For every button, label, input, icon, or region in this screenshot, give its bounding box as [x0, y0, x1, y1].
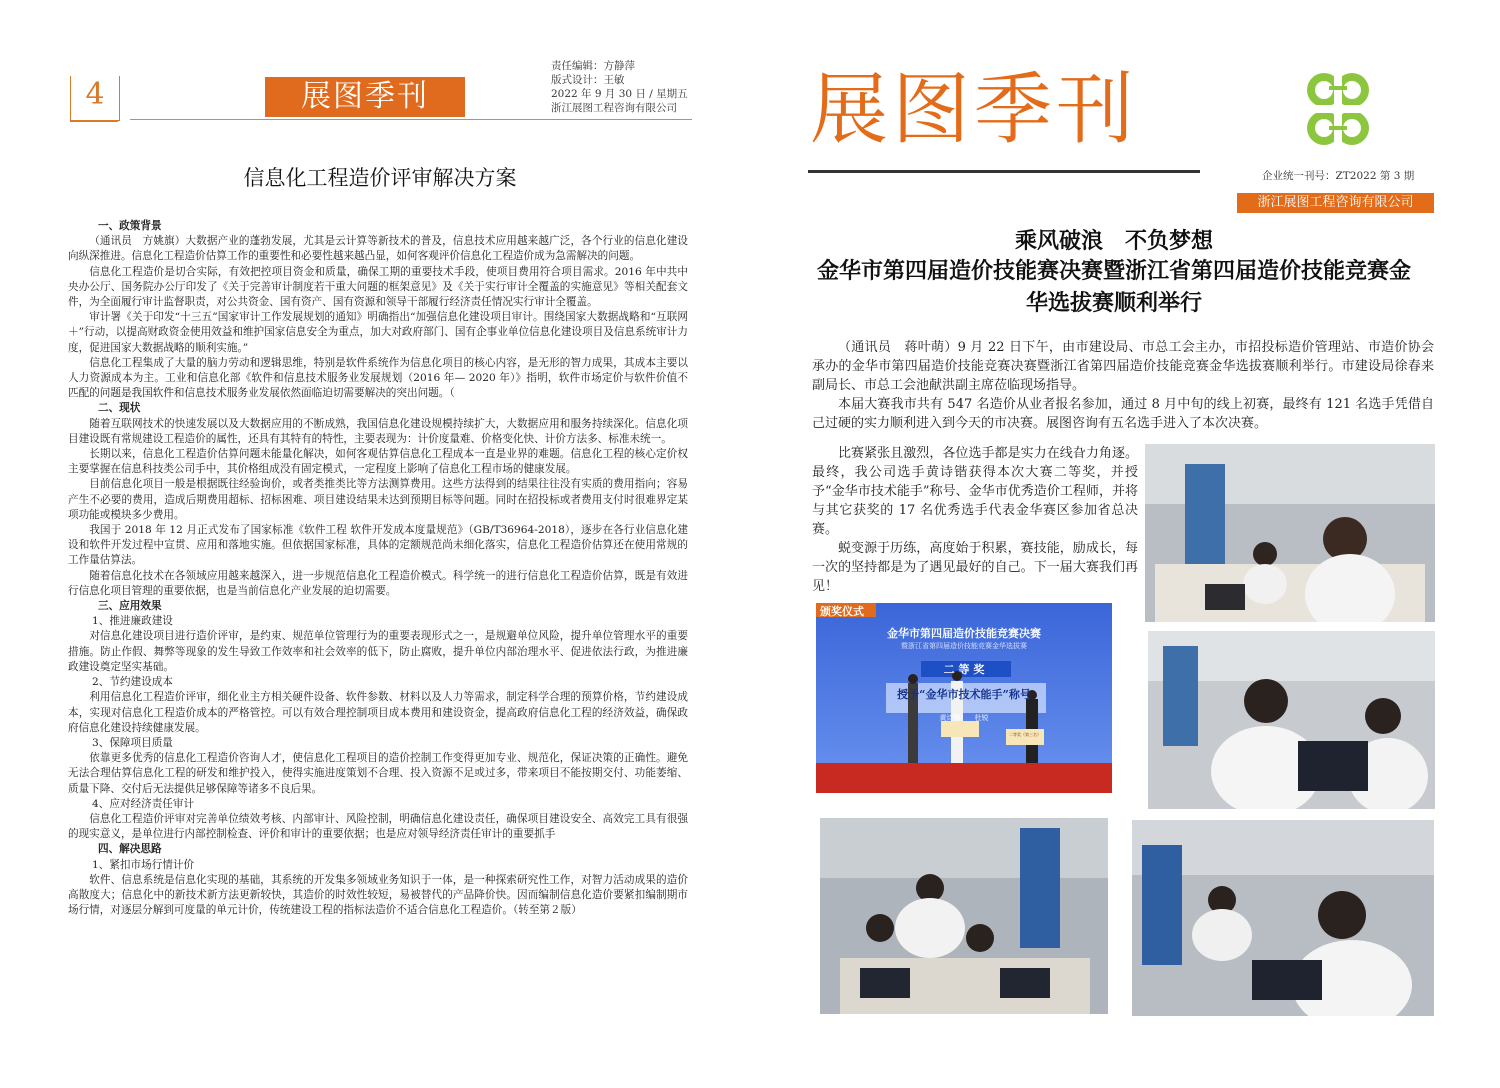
award-honor: 授予“金华市技术能手”称号 [897, 688, 1031, 701]
award-banner-line1: 金华市第四届造价技能竞赛决赛 [887, 627, 1041, 640]
section-heading: 二、现状 [98, 402, 141, 415]
editor-line: 责任编辑：方静萍 [551, 60, 635, 72]
masthead-rule [808, 170, 1200, 173]
paragraph: （通讯员 方姚旗）大数据产业的蓬勃发展，尤其是云计算等新技术的普及，信息技术应用越来越广泛，各个行业的信息化建设向纵深推进。信息化工程造价估算工作的重要性和必要性越来越凸显，如何客观评价信息化工程造价成为急需解决的问题。 [68, 235, 688, 263]
paragraph: （通讯员 蒋叶萌）9 月 22 日下午，由市建设局、市总工会主办，市招投标造价管理站、市造价协会承办的金华市第四届造价技能竞赛决赛暨浙江省第四届造价技能竞赛金华选拔赛顺利举行。市建设局徐春来副局长、市总工会池献洪副主席莅临现场指导。 [812, 340, 1434, 393]
paragraph: 比赛紧张且激烈，各位选手都是实力在线旮力角逐。最终，我公司选手黄诗锴获得本次大赛二等奖，并授予“金华市技术能手”称号、金华市优秀造价工程师，并将与其它获奖的 17 名优秀选手代表金华赛区参加省总决赛。 [812, 446, 1138, 537]
paragraph: 信息化工程集成了大量的脑力劳动和逻辑思维，特别是软件系统作为信息化项目的核心内容，是无形的智力成果，其成本主要以人力资源成本为主。工业和信息化部《软件和信息技术服务业发展规划（2016 年— 2020 年）》指明，软件市场定价与软件价值不匹配的问题是我国软件和信息技术服务业发展依然面临迫切需要解决的突出问题。（ [68, 356, 688, 400]
award-prize: 二 等 奖 [943, 663, 985, 676]
section-heading: 四、解决思路 [98, 843, 162, 856]
page-number-underline [70, 120, 118, 122]
clover-logo-icon [1288, 60, 1388, 160]
paragraph: 长期以来，信息化工程造价估算问题未能量化解决，如何客观估算信息化工程成本一直是业界的难题。信息化工程的核心定价权主要掌握在信息科技类公司手中，其价格组成没有固定模式，一定程度上影响了信息化工程市场的健康发展。 [68, 448, 688, 476]
publisher-line: 浙江展图工程咨询有限公司 [551, 102, 677, 114]
paragraph: 蜕变源于历练，高度始于积累，赛技能，励成长，每一次的坚持都是为了遇见最好的自己。下一届大赛我们再见！ [812, 541, 1138, 594]
page-number: 4 [70, 76, 120, 121]
award-banner-line2: 暨浙江省第四届造价技能竞赛金华选拔赛 [901, 642, 1027, 650]
photo-contestants-4 [1132, 820, 1434, 1016]
photo-award-ceremony [816, 603, 1112, 793]
paragraph: 依靠更多优秀的信息化工程造价咨询人才，使信息化工程项目的造价控制工作变得更加专业、规范化，保证决策的正确性。避免无法合理估算信息化工程的研发和维护投入，使得实施进度策划不合理、投入资源不足或过多，带来项目不能按期交付、功能萎缩、质量下降、交付后无法提供足够保障等诸多不良后果。 [68, 752, 688, 795]
date-line: 2022 年 9 月 30 日 / 星期五 [551, 88, 688, 100]
award-corner-label: 颁奖仪式 [820, 605, 864, 618]
award-names: 黄诗锴 杜锐 [939, 714, 989, 722]
section-banner: 展图季刊 [265, 77, 465, 117]
paragraph: 本届大赛我市共有 547 名造价从业者报名参加，通过 8 月中旬的线上初赛，最终有 121 名选手凭借自己过硬的实力顺利进入到今天的市决赛。展图咨询有五名选手进入了本次决赛。 [812, 397, 1434, 431]
news-intro [812, 338, 1434, 433]
article-title: 信息化工程造价评审解决方案 [243, 166, 517, 190]
headline-main: 乘风破浪 不负梦想 [1014, 228, 1213, 254]
subsection-label: 1、紧扣市场行情计价 [92, 858, 195, 871]
masthead-title: 展图季刊 [810, 65, 1139, 155]
subsection-label: 3、保障项目质量 [92, 736, 173, 749]
paragraph: 对信息化建设项目进行造价评审，是约束、规范单位管理行为的重要表现形式之一，是规避单位风险，提升单位管理水平的重要措施。防止作假、舞弊等现象的发生导致工作效率和社会效率的低下，防止腐败，提升单位内部治理水平、促进依法行政，为推进廉政建设奠定坚实基础。 [68, 630, 688, 673]
news-column [812, 444, 1138, 596]
paragraph: 软件、信息系统是信息化实现的基础，其系统的开发集多领域业务知识于一体，是一种探索研究性工作，对智力活动成果的造价高散度大；信息化中的新技术新方法更新较快，其造价的时效性较短，易被替代的产品降价快。因而编制信息化造价要紧扣编制期市场行情，对逐层分解到可度量的单元计价，传统建设工程的指标法造价不适合信息化工程造价。（转至第２版） [68, 873, 688, 917]
article-body [68, 219, 688, 918]
paragraph: 信息化工程造价是切合实际，有效把控项目资金和质量，确保工期的重要技术手段，使项目费用符合项目需求。2016 年中共中央办公厅、国务院办公厅印发了《关于完善审计制度若干重大问题的框架意见》及《关于实行审计全覆盖的实施意见》等相关配套文件，为全面履行审计监督职责，对公共资金、国有资产、国有资源和领导干部履行经济责任情况实行审计全覆盖。 [68, 265, 688, 309]
photo-contestants-2 [1148, 631, 1435, 809]
photo-contestants-1 [1145, 444, 1435, 622]
editor-info [551, 59, 688, 115]
subsection-label: 4、应对经济责任审计 [92, 797, 195, 810]
paragraph: 信息化工程造价评审对完善单位绩效考核、内部审计、风险控制，明确信息化建设责任，确保项目建设安全、高效完工具有很强的现实意义，是单位进行内部控制检查、评价和审计的重要依据；也是应对领导经济责任审计的重要抓手 [68, 812, 688, 841]
paragraph: 审计署《关于印发“十三五”国家审计工作发展规划的通知》明确指出“加强信息化建设项目审计。围绕国家大数据战略和“互联网＋”行动，以提高财政资金使用效益和维护国家信息安全为重点，加大对政府部门、国有企事业单位信息化建设项目及信息系统审计力度，促进国家大数据战略的顺利实施。” [68, 311, 688, 354]
subsection-label: 2、节约建设成本 [92, 676, 173, 689]
paragraph: 随着互联网技术的快速发展以及大数据应用的不断成熟，我国信息化建设规模持续扩大，大数据应用和服务持续深化。信息化项目建设既有常规建设工程造价的属性，还具有其特有的特性，主要表现为：计价度量难、价格变化快、计价方法多、标准未统一。 [68, 417, 688, 445]
company-tag: 浙江展图工程咨询有限公司 [1237, 193, 1434, 213]
paragraph: 随着信息化技术在各领域应用越来越深入，进一步规范信息化工程造价模式。科学统一的进行信息化工程造价估算，既是有效进行信息化项目管理的重要依据，也是当前信息化产业发展的迫切需要。 [68, 569, 688, 597]
photo-contestants-3 [820, 818, 1108, 1014]
award-card: 二等奖（第三名） [1009, 732, 1041, 737]
paragraph: 目前信息化项目一般是根据既往经验询价，或者类推类比等方法测算费用。这些方法得到的结果往往没有实质的费用指向；容易产生不必要的费用，造成后期费用超标、招标困难、项目建设结果未达到预期目标等问题。同时在招投标或者费用支付时很难界定某项功能或模块多少费用。 [68, 478, 688, 521]
issue-number: 企业统一刊号：ZT2022 第 3 期 [1262, 170, 1415, 182]
paragraph: 我国于 2018 年 12 月正式发布了国家标准《软件工程 软件开发成本度量规范》（GB/T36964-2018），逐步在各行业信息化建设和软件开发过程中宣贯、应用和落地实施。但依据国家标准，具体的定额规范尚未细化落实，信息化工程造价估算还在使用常规的工作量估算法。 [68, 524, 688, 567]
headline-sub: 金华市第四届造价技能赛决赛暨浙江省第四届造价技能竞赛金华选拔赛顺利举行 [816, 258, 1411, 316]
section-heading: 一、政策背景 [98, 220, 162, 232]
subsection-label: 1、推进廉政建设 [92, 615, 173, 628]
header-rule [130, 119, 692, 120]
section-heading: 三、应用效果 [98, 600, 162, 613]
paragraph: 利用信息化工程造价评审，细化业主方相关硬件设备、软件参数、材料以及人力等需求，制定科学合理的预算价格，节约建设成本，实现对信息化工程造价成本的严格管控。可以有效合理控制项目成本费用和建设资金，提高政府信息化工程的经济效益，确保政府信息化建设持续健康发展。 [68, 691, 688, 734]
designer-line: 版式设计：王敏 [551, 74, 625, 86]
